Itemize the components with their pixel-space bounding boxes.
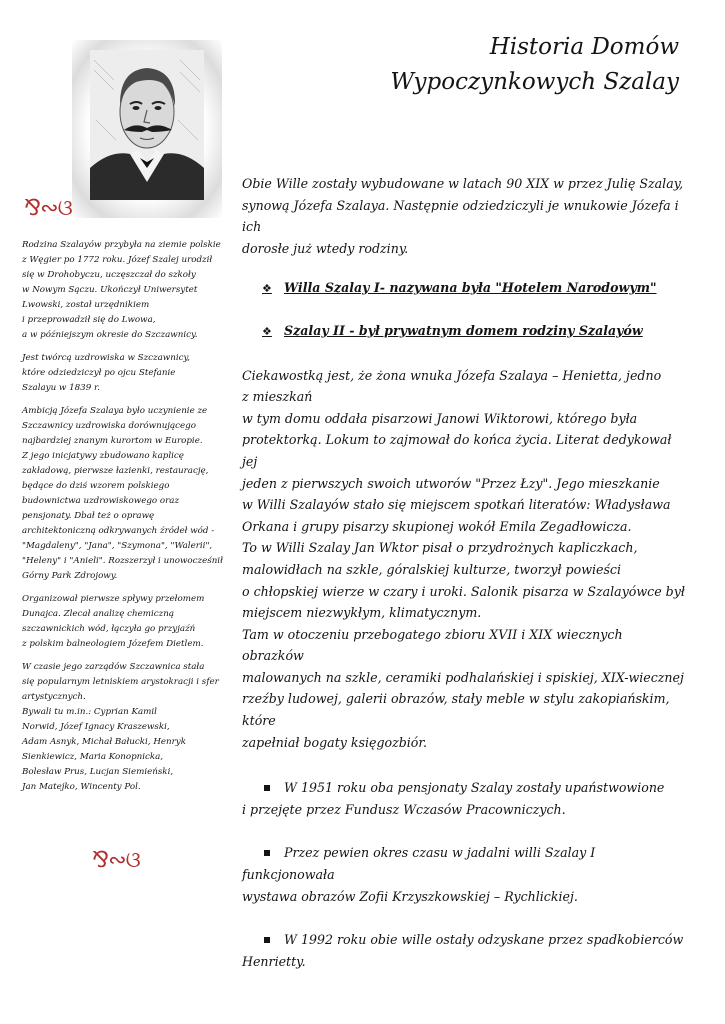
- list-item: [242, 842, 688, 907]
- list-item: [262, 320, 688, 343]
- title-line-1: Historia Domów: [489, 34, 679, 60]
- portrait-engraving-icon: [90, 50, 204, 200]
- ornament-top-icon: ⅋∾ଓ: [24, 196, 72, 221]
- square-bullet-icon: [264, 937, 270, 943]
- facts-list: [242, 777, 688, 972]
- fact-text: Przez pewien okres czasu w jadalni willi Szalay I funkcjonowała wystawa obrazów Zofii Krzyszkowskiej – Rychlickiej.: [242, 845, 596, 904]
- villa-item-text: Szalay II - był prywatnym domem rodziny Szalayów: [284, 322, 643, 338]
- sidebar: [22, 238, 228, 803]
- sidebar-paragraph-2: Jest twórcą uzdrowiska w Szczawnicy, które odziedziczył po ojcu Stefanie Szalayu w 1839 r.: [22, 353, 190, 393]
- square-bullet-icon: [264, 785, 270, 791]
- fact-text: W 1951 roku oba pensjonaty Szalay zostały upaństwowione i przejęte przez Fundusz Wczasów Pracowniczych.: [242, 780, 665, 817]
- sidebar-paragraph-4: Organizował pierwsze spływy przełomem Dunajca. Zlecał analizę chemiczną szczawnickich wód, łączyła go przyjaźń z polskim balneologiem Józefem Dietlem.: [22, 594, 205, 649]
- ornament-bottom-icon: ⅋∾ଓ: [92, 848, 140, 873]
- diamond-bullet-icon: ❖: [262, 282, 272, 296]
- list-item: [262, 277, 688, 300]
- square-bullet-icon: [264, 850, 270, 856]
- diamond-bullet-icon: ❖: [262, 324, 272, 338]
- page-title: [259, 30, 679, 100]
- sidebar-paragraph-3: Ambicją Józefa Szalaya było uczynienie ze Szczawnicy uzdrowiska dorównującego najbardziej znanym kurortom w Europie. Z jego inicjatywy zbudowano kaplicę zakładową, pierwsze łazienki, restaurację, będące do dziś wzorem polskiego budownictwa uzdrowiskowego oraz pensjonaty. Dbał też o oprawę architektoniczną odkrywanych źródeł wód - "Magdaleny", "Jana", "Szymona", "Walerii", "Heleny" i "Anieli". Rozszerzył i unowocześnił Górny Park Zdrojowy.: [22, 406, 223, 581]
- list-item: [242, 777, 688, 820]
- villa-item-text: Willa Szalay I- nazywana była "Hotelem Narodowym": [284, 280, 657, 296]
- fact-text: W 1992 roku obie wille ostały odzyskane przez spadkobierców Henrietty.: [242, 932, 684, 969]
- villa-list: [242, 277, 688, 342]
- main-content: [242, 173, 688, 994]
- intro-paragraph: Obie Wille zostały wybudowane w latach 90 XIX w przez Julię Szalay, synową Józefa Szalaya. Następnie odziedziczyli je wnukowie Józefa i ich dorosłe już wtedy rodziny.: [242, 176, 684, 256]
- title-line-2: Wypoczynkowych Szalay: [390, 69, 679, 95]
- sidebar-paragraph-5: W czasie jego zarządów Szczawnica stała się popularnym letniskiem arystokracji i sfer artystycznych. Bywali tu m.in.: Cyprian Kamil Norwid, Józef Ignacy Kraszewski, Adam Asnyk, Michał Bałucki, Henryk Sienkiewicz, Maria Konopnicka, Bolesław Prus, Lucjan Siemieński, Jan Matejko, Wincenty Pol.: [22, 662, 219, 792]
- story-paragraph: Ciekawostką jest, że żona wnuka Józefa Szalaya – Henietta, jedno z mieszkań w tym domu oddała pisarzowi Janowi Wiktorowi, którego była protektorką. Lokum to zajmował do końca życia. Literat dedykował jej jeden z pierwszych swoich utworów "Przez Łzy". Jego mieszkanie w Willi Szalayów stało się miejscem spotkań literatów: Władysława Orkana i grupy pisarzy skupionej wokół Emila Zegadłowicza. To w Willi Szalay Jan Wktor pisał o przydrożnych kapliczkach, malowidłach na szkle, góralskiej kulturze, tworzył powieści o chłopskiej wierze w czary i uroki. Salonik pisarza w Szalayówce był miejscem niezwykłym, klimatycznym. Tam w otoczeniu przebogatego zbioru XVII i XIX wiecznych obrazków malowanych na szkle, ceramiki podhalańskiej i spiskiej, XIX-wiecznej rzeźby ludowej, galerii obrazów, stały meble w stylu zakopiańskim, które zapełniał bogaty księgozbiór.: [242, 367, 685, 750]
- list-item: [242, 929, 688, 972]
- portrait-frame: [72, 40, 222, 218]
- sidebar-paragraph-1: Rodzina Szalayów przybyła na ziemie polskie z Węgier po 1772 roku. Józef Szalej urodził się w Drohobyczu, uczęszczał do szkoły w Nowym Sączu. Ukończył Uniwersytet Lwowski, został urzędnikiem i przeprowadził się do Lwowa, a w późniejszym okresie do Szczawnicy.: [22, 240, 221, 340]
